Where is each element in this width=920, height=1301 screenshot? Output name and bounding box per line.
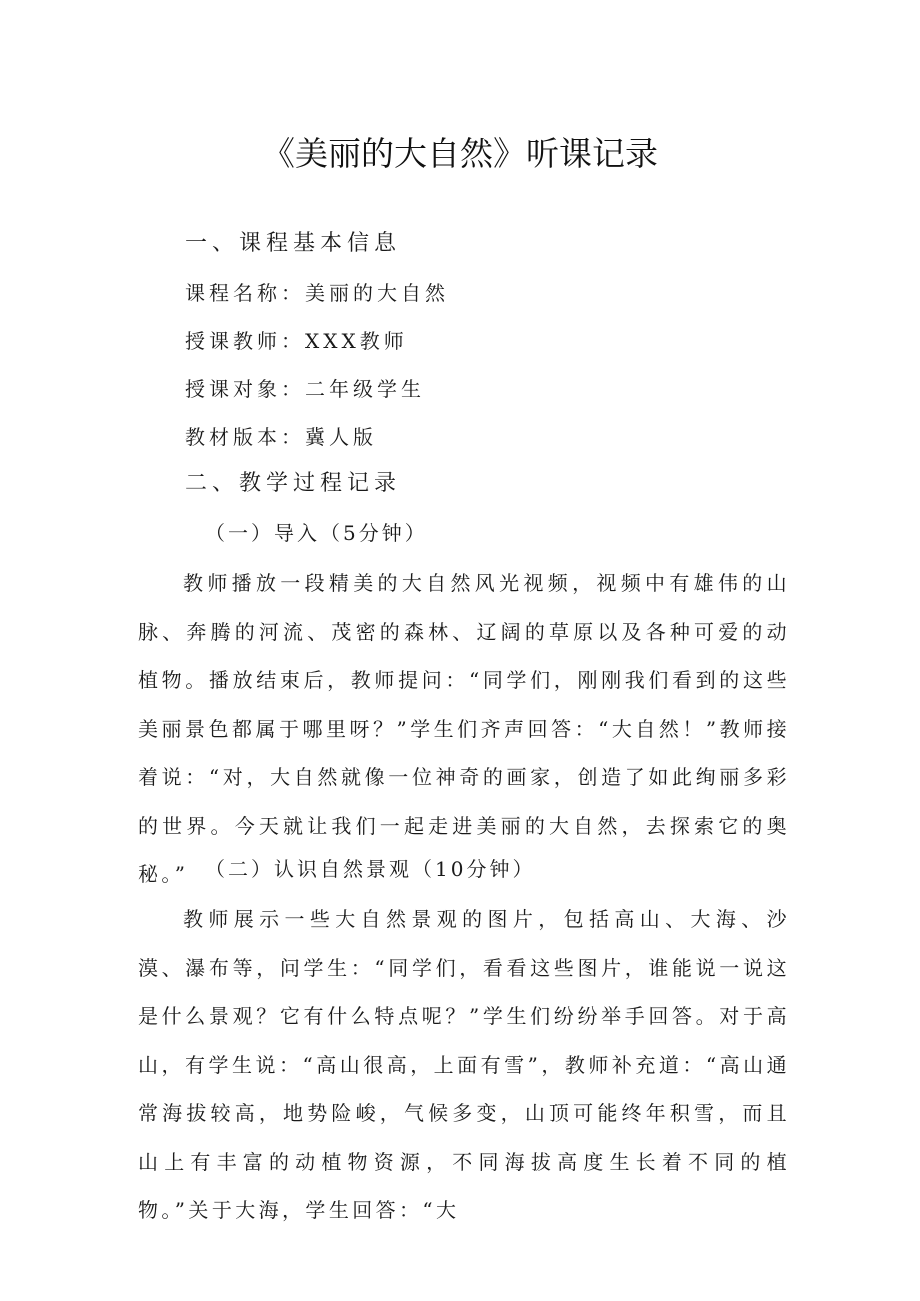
part2-paragraph: 教师展示一些大自然景观的图片，包括高山、大海、沙漠、瀑布等，问学生：“同学们，看看这些图片，谁能说一说这是什么景观？它有什么特点呢？”学生们纷纷举手回答。对于高山，有学生说：“高山很高，上面有雪”，教师补充道：“高山通常海拔较高，地势险峻，气候多变，山顶可能终年积雪，而且山上有丰富的动植物资源，不同海拔高度生长着不同的植物。”关于大海，学生回答：“大 xyxy=(138,907,790,1222)
part2-heading: （二）认识自然景观（10分钟） xyxy=(205,857,536,881)
part1-paragraph: 教师播放一段精美的大自然风光视频，视频中有雄伟的山脉、奔腾的河流、茂密的森林、辽阔的草原以及各种可爱的动植物。播放结束后，教师提问：“同学们，刚刚我们看到的这些美丽景色都属于哪里呀？”学生们齐声回答：“大自然！”教师接着说：“对，大自然就像一位神奇的画家，创造了如此绚丽多彩的世界。今天就让我们一起走进美丽的大自然，去探索它的奥秘。” xyxy=(138,571,790,886)
edition-line: 教材版本：冀人版 xyxy=(185,425,377,449)
part1-heading: （一）导入（5分钟） xyxy=(205,521,428,545)
course-name-line: 课程名称：美丽的大自然 xyxy=(185,281,449,305)
teacher-line: 授课教师：XXX教师 xyxy=(185,329,408,353)
audience-line: 授课对象：二年级学生 xyxy=(185,377,425,401)
document-title: 《美丽的大自然》听课记录 xyxy=(262,134,658,173)
section1-heading: 一、课程基本信息 xyxy=(185,231,402,256)
section2-heading: 二、教学过程记录 xyxy=(185,471,402,496)
